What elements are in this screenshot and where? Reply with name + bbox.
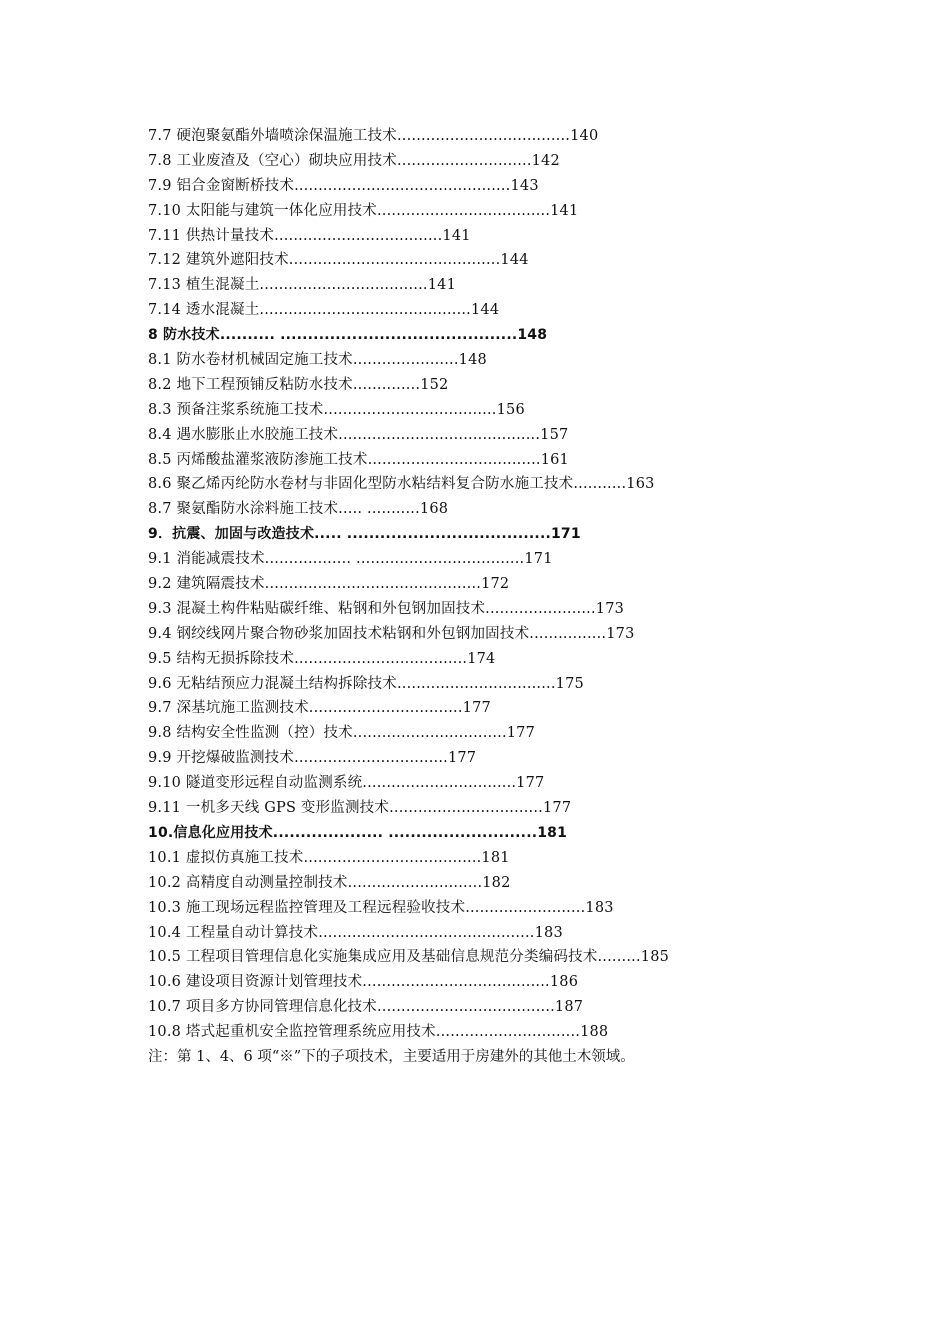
toc-entry: 9.9 开挖爆破监测技术................................177 [148, 750, 477, 767]
toc-entry: 8.2 地下工程预铺反粘防水技术..............152 [148, 376, 449, 393]
toc-entry: 9.3 混凝土构件粘贴碳纤维、粘钢和外包钢加固技术.......................173 [148, 600, 625, 617]
toc-entry: 10.8 塔式起重机安全监控管理系统应用技术..............................188 [148, 1024, 609, 1041]
toc-entry: 9.2 建筑隔震技术.............................................172 [148, 576, 510, 593]
toc-entry: 8.6 聚乙烯丙纶防水卷材与非固化型防水粘结料复合防水施工技术...........163 [148, 476, 655, 493]
toc-entry: 8.1 防水卷材机械固定施工技术......................148 [148, 352, 487, 369]
toc-entry: 8.3 预备注浆系统施工技术....................................156 [148, 401, 525, 418]
toc-note: 注：第 1、4、6 项“※”下的子项技术，主要适用于房建外的其他土木领域。 [148, 1048, 635, 1065]
toc-list [148, 124, 760, 1045]
toc-entry: 9.4 钢绞线网片聚合物砂浆加固技术粘钢和外包钢加固技术................173 [148, 625, 635, 642]
toc-entry: 10.6 建设项目资源计划管理技术.......................................186 [148, 974, 579, 991]
toc-entry: 7.11 供热计量技术...................................141 [148, 227, 471, 244]
toc-entry: 10.1 虚拟仿真施工技术.....................................181 [148, 849, 510, 866]
toc-entry: 7.14 透水混凝土............................................144 [148, 302, 500, 319]
toc-entry: 9.6 无粘结预应力混凝土结构拆除技术.................................175 [148, 675, 584, 692]
toc-entry: 9.7 深基坑施工监测技术................................177 [148, 700, 491, 717]
toc-entry: 10.4 工程量自动计算技术.............................................183 [148, 924, 563, 941]
toc-entry: 7.9 铝合金窗断桥技术.............................................143 [148, 177, 539, 194]
toc-entry: 10.7 项目多方协同管理信息化技术.....................................187 [148, 999, 584, 1016]
toc-entry: 7.10 太阳能与建筑一体化应用技术....................................141 [148, 202, 579, 219]
toc-entry: 8.7 聚氨酯防水涂料施工技术..... ...........168 [148, 501, 449, 518]
toc-entry: 8.4 遇水膨胀止水胶施工技术..........................................157 [148, 426, 569, 443]
toc-section-heading: 8 防水技术.......... ...........................................148 [148, 327, 548, 344]
toc-entry: 9.1 消能减震技术.................. ...................................171 [148, 551, 553, 568]
toc-entry: 9.8 结构安全性监测（控）技术................................177 [148, 725, 536, 742]
toc-section-heading: 9．抗震、加固与改造技术..... .....................................171 [148, 526, 581, 543]
toc-entry: 7.8 工业废渣及（空心）砌块应用技术............................142 [148, 152, 560, 169]
toc-entry: 8.5 丙烯酸盐灌浆液防渗施工技术....................................161 [148, 451, 569, 468]
toc-entry: 9.10 隧道变形远程自动监测系统................................177 [148, 775, 545, 792]
toc-entry: 9.11 一机多天线 GPS 变形监测技术................................177 [148, 800, 572, 817]
toc-entry: 7.13 植生混凝土...................................141 [148, 277, 456, 294]
toc-page [148, 124, 760, 1070]
toc-entry: 7.7 硬泡聚氨酯外墙喷涂保温施工技术....................................140 [148, 128, 599, 144]
toc-section-heading: 10.信息化应用技术.................... ...........................181 [148, 824, 568, 841]
toc-entry: 10.2 高精度自动测量控制技术............................182 [148, 874, 511, 891]
toc-entry: 10.5 工程项目管理信息化实施集成应用及基础信息规范分类编码技术.........185 [148, 949, 670, 966]
toc-entry: 10.3 施工现场远程监控管理及工程远程验收技术.........................183 [148, 899, 614, 916]
toc-entry: 7.12 建筑外遮阳技术............................................144 [148, 252, 529, 269]
toc-entry: 9.5 结构无损拆除技术....................................174 [148, 650, 496, 667]
